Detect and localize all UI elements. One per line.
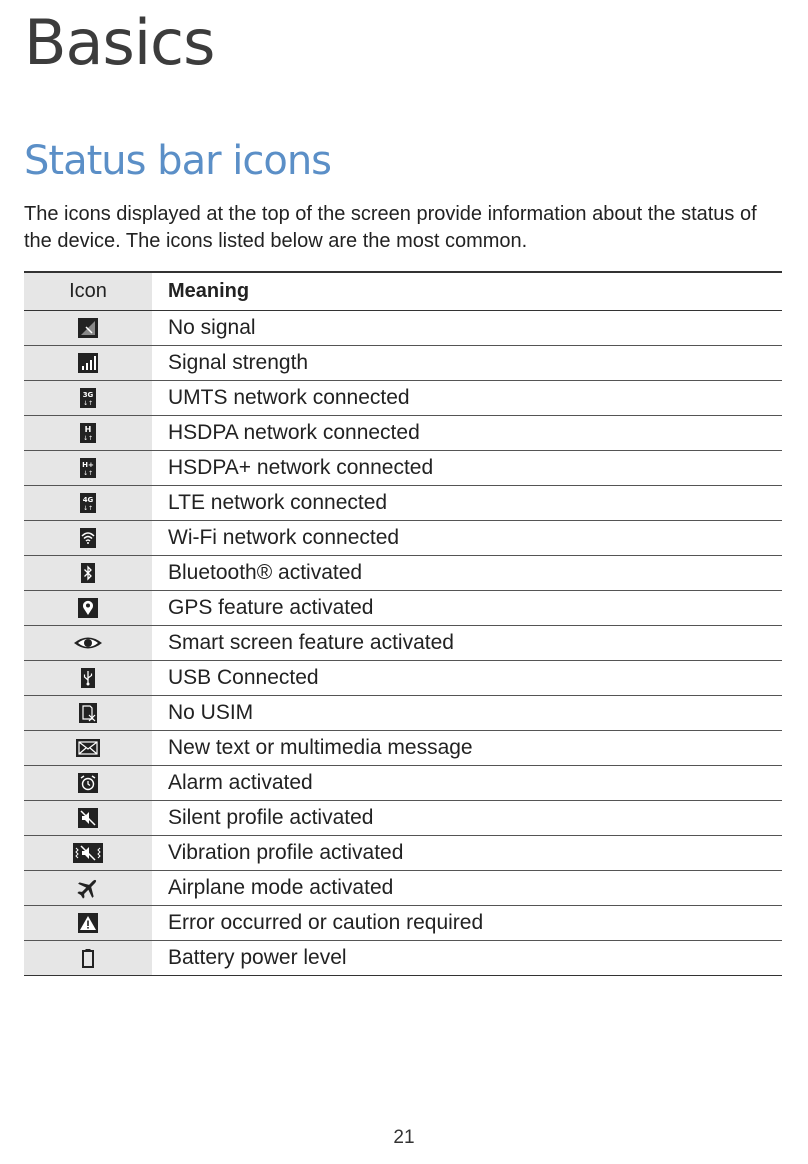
row-meaning: Vibration profile activated [168, 841, 404, 864]
row-meaning: Signal strength [168, 351, 309, 374]
row-meaning: UMTS network connected [168, 386, 410, 409]
svg-text:H: H [84, 425, 92, 434]
caution-warning-icon [78, 913, 98, 933]
row-meaning: Alarm activated [168, 771, 313, 794]
header-meaning-column: Meaning [168, 280, 250, 302]
usb-icon [78, 668, 98, 688]
intro-paragraph: The icons displayed at the top of the screen provide information about the status of the device. The icons listed below are the most common. [24, 203, 757, 252]
table-row [24, 731, 782, 766]
table-row [24, 941, 782, 975]
table-row [24, 696, 782, 731]
section-title: Status bar icons [24, 138, 332, 184]
hsdpa-network-icon [78, 423, 98, 443]
table-row [24, 871, 782, 906]
table-row [24, 906, 782, 941]
row-meaning: Smart screen feature activated [168, 631, 454, 654]
battery-icon [78, 948, 98, 968]
row-meaning: New text or multimedia message [168, 736, 473, 759]
row-meaning: Battery power level [168, 946, 347, 969]
wifi-icon [78, 528, 98, 548]
vibration-profile-icon [73, 843, 103, 863]
signal-strength-icon [78, 353, 98, 373]
table-row [24, 311, 782, 346]
no-usim-icon [78, 703, 98, 723]
hsdpa-plus-network-icon [78, 458, 98, 478]
table-row [24, 591, 782, 626]
table-row [24, 381, 782, 416]
chapter-title: Basics [24, 6, 215, 79]
table-row [24, 661, 782, 696]
table-row [24, 346, 782, 381]
row-meaning: HSDPA+ network connected [168, 456, 434, 479]
page-number: 21 [393, 1127, 415, 1148]
table-row [24, 626, 782, 661]
table-header [24, 273, 782, 311]
table-row [24, 521, 782, 556]
bluetooth-icon [78, 563, 98, 583]
svg-text:↓↑: ↓↑ [82, 470, 94, 477]
row-meaning: LTE network connected [168, 491, 388, 514]
table-row [24, 836, 782, 871]
table-row [24, 766, 782, 801]
alarm-clock-icon [78, 773, 98, 793]
3g-network-icon [78, 388, 98, 408]
row-meaning: GPS feature activated [168, 596, 374, 619]
svg-text:↓↑: ↓↑ [82, 505, 94, 512]
header-icon-column: Icon [24, 273, 152, 310]
row-meaning: Airplane mode activated [168, 876, 394, 899]
airplane-mode-icon [76, 876, 100, 900]
svg-text:↓↑: ↓↑ [82, 400, 94, 407]
row-meaning: HSDPA network connected [168, 421, 420, 444]
table-row [24, 556, 782, 591]
lte-network-icon [78, 493, 98, 513]
message-envelope-icon [76, 738, 100, 758]
table-row [24, 486, 782, 521]
svg-text:↓↑: ↓↑ [82, 435, 94, 442]
table-row [24, 451, 782, 486]
row-meaning: Error occurred or caution required [168, 911, 484, 934]
row-meaning: Silent profile activated [168, 806, 374, 829]
status-icons-table [24, 271, 782, 976]
svg-text:H+: H+ [82, 461, 94, 469]
smart-screen-eye-icon [73, 633, 103, 653]
row-meaning: Wi-Fi network connected [168, 526, 400, 549]
silent-profile-icon [78, 808, 98, 828]
row-meaning: No USIM [168, 701, 254, 724]
svg-text:4G: 4G [82, 496, 94, 504]
svg-text:3G: 3G [82, 391, 94, 399]
table-row [24, 801, 782, 836]
row-meaning: No signal [168, 316, 256, 339]
row-meaning: Bluetooth® activated [168, 561, 363, 584]
no-signal-icon [78, 318, 98, 338]
row-meaning: USB Connected [168, 666, 319, 689]
gps-icon [78, 598, 98, 618]
table-row [24, 416, 782, 451]
